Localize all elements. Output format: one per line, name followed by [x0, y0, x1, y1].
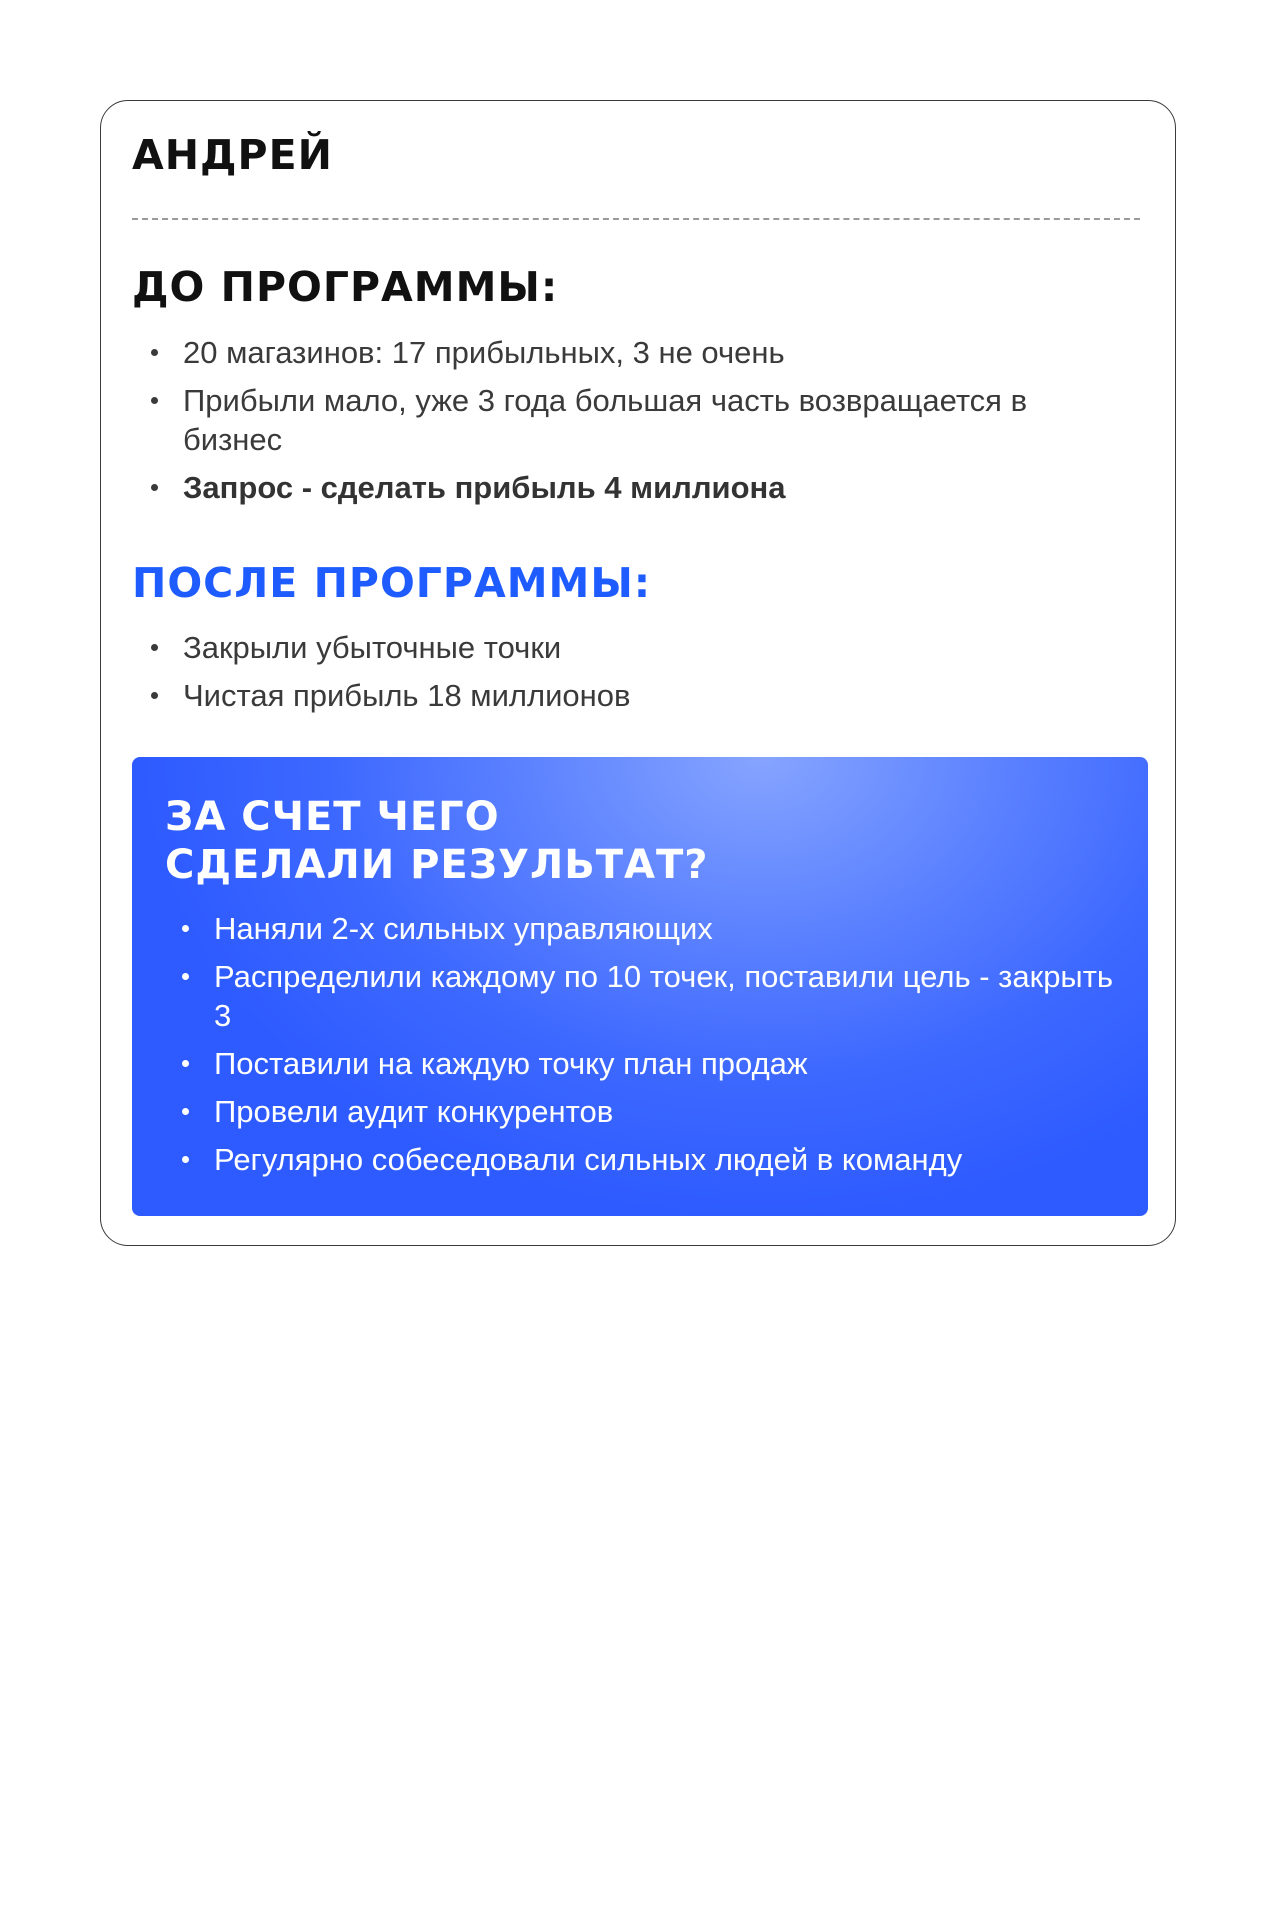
bullet-icon [182, 1156, 189, 1163]
case-card [100, 100, 1176, 1246]
after-program-list [132, 628, 1092, 724]
list-item [132, 381, 1092, 459]
bullet-icon [182, 1108, 189, 1115]
before-program-title: ДО ПРОГРАММЫ: [132, 263, 559, 311]
bullet-icon [182, 973, 189, 980]
result-title-line: СДЕЛАЛИ РЕЗУЛЬТАТ? [165, 842, 709, 888]
list-item-text: Поставили на каждую точку план продаж [214, 1046, 808, 1081]
dashed-divider [132, 218, 1140, 220]
list-item [132, 676, 1092, 715]
list-item-text: 20 магазинов: 17 прибыльных, 3 не очень [183, 335, 785, 370]
list-item-text: Распределили каждому по 10 точек, поставили цель - закрыть 3 [214, 959, 1114, 1033]
bullet-icon [151, 397, 158, 404]
list-item [163, 1092, 1123, 1131]
result-reasons-list [163, 909, 1123, 1188]
result-reasons-title [165, 793, 708, 889]
after-program-title: ПОСЛЕ ПРОГРАММЫ: [132, 559, 652, 607]
list-item-text: Регулярно собеседовали сильных людей в команду [214, 1142, 963, 1177]
bullet-icon [151, 644, 158, 651]
bullet-icon [151, 484, 158, 491]
result-title-line: ЗА СЧЕТ ЧЕГО [165, 794, 500, 840]
list-item-text: Закрыли убыточные точки [183, 630, 562, 665]
list-item [132, 468, 1092, 507]
list-item [132, 333, 1092, 372]
list-item [163, 1140, 1123, 1179]
result-reasons-box [132, 757, 1148, 1216]
list-item-text: Наняли 2-х сильных управляющих [214, 911, 713, 946]
before-program-list [132, 333, 1092, 516]
bullet-icon [151, 692, 158, 699]
list-item-text: Прибыли мало, уже 3 года большая часть возвращается в бизнес [183, 383, 1028, 457]
list-item-text: Провели аудит конкурентов [214, 1094, 614, 1129]
list-item-text: Чистая прибыль 18 миллионов [183, 678, 631, 713]
list-item [163, 1044, 1123, 1083]
bullet-icon [182, 925, 189, 932]
bullet-icon [151, 349, 158, 356]
list-item [132, 628, 1092, 667]
list-item [163, 909, 1123, 948]
bullet-icon [182, 1060, 189, 1067]
client-name: АНДРЕЙ [132, 131, 333, 179]
list-item [163, 957, 1123, 1035]
list-item-text: Запрос - сделать прибыль 4 миллиона [183, 470, 786, 505]
